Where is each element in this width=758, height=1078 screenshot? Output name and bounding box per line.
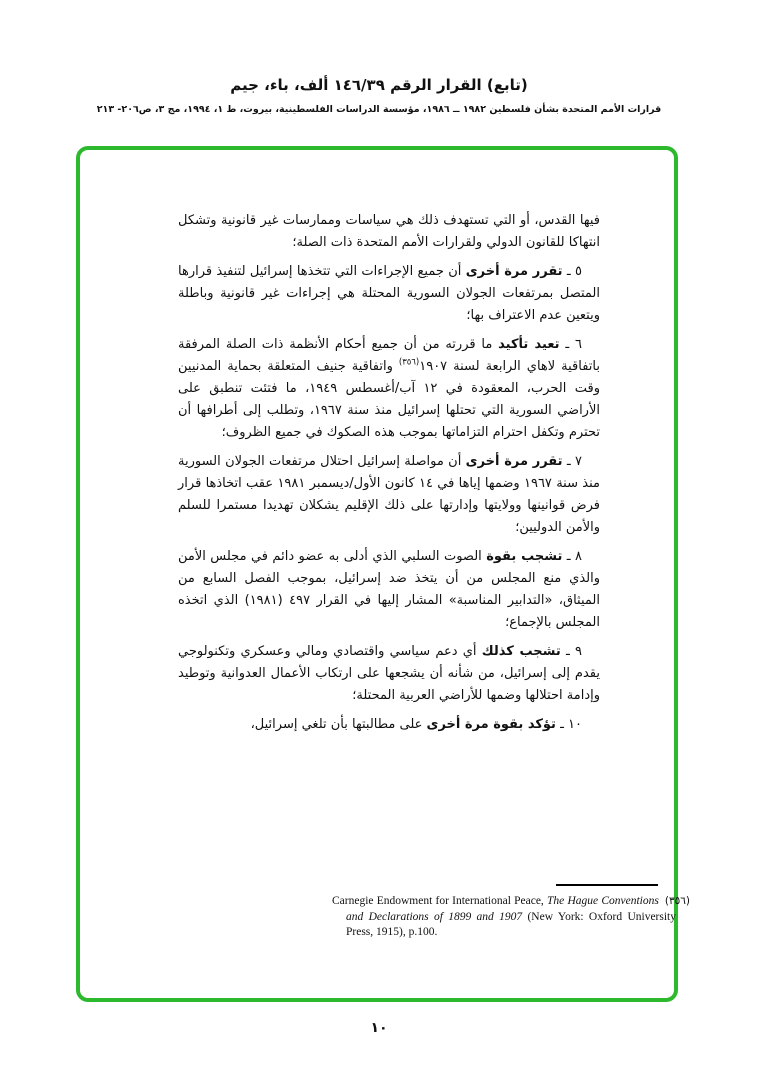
- paragraph-continuation: [178, 210, 600, 254]
- paragraph-6: [178, 334, 600, 444]
- paragraph-9: [178, 641, 600, 707]
- header-title: (تابع) القرار الرقم ١٤٦/٣٩ ألف، باء، جيم: [230, 76, 528, 94]
- paragraph-7: [178, 451, 600, 539]
- footnote-text-title: The Hague Conventions and Declarations of 1899 and 1907: [346, 895, 659, 923]
- paragraph-lead: تشجب كذلك: [481, 644, 561, 659]
- paragraph-lead: تقرر مرة أخرى: [465, 454, 563, 469]
- paragraph-text: ما قررته من أن جميع أحكام الأنظمة ذات الصلة المرفقة باتفاقية لاهاي الرابعة لسنة ١٩٠٧: [178, 337, 600, 374]
- paragraph-text: على مطالبتها بأن تلغي إسرائيل،: [250, 717, 423, 732]
- paragraph-text: أي دعم سياسي واقتصادي ومالي وعسكري وتكنولوجي يقدم إلى إسرائيل، من شأنه أن يشجعها على ارتكاب الأعمال العدوانية وتوطيد وإدامة احتلالها وضمها للأراضي العربية المحتلة؛: [178, 644, 600, 703]
- paragraph-number: ٨ ـ: [566, 549, 582, 564]
- header-source-line: قرارات الأمم المتحدة بشأن فلسطين ١٩٨٢ ــ ١٩٨٦، مؤسسة الدراسات الفلسطينية، بيروت، ط ١، ١٩٩٤، مج ٣، ص٢٠٦- ٢١٣: [96, 104, 662, 115]
- paragraph-text: أن مواصلة إسرائيل احتلال مرتفعات الجولان السورية منذ سنة ١٩٦٧ وضمها إياها في ١٤ كانون الأول/ديسمبر ١٩٨١ عقب اتخاذها قرار فرض قوانينها وولايتها وإدارتها على ذلك الإقليم يشكلان تهديدا مستمرا للسلم والأمن الدوليين؛: [178, 454, 600, 535]
- paragraph-10: [178, 714, 600, 736]
- page-number: ١٠: [370, 1020, 388, 1036]
- footnote-reference-marker: (٣٥٦): [398, 357, 420, 368]
- footnote-separator-rule: [556, 884, 658, 886]
- paragraph-lead: تؤكد بقوة مرة أخرى: [426, 717, 556, 732]
- paragraph-number: ٧ ـ: [566, 454, 582, 469]
- paragraph-5: [178, 261, 600, 327]
- paragraph-number: ٦ ـ: [565, 337, 582, 352]
- paragraph-number: ١٠ ـ: [560, 717, 582, 732]
- footnote-number: (٣٥٦): [664, 895, 690, 907]
- paragraph-8: [178, 546, 600, 634]
- paragraph-text: واتفاقية جنيف المتعلقة بحماية المدنيين وقت الحرب، المعقودة في ١٢ آب/أغسطس ١٩٤٩، ما فتئت تنطبق على الأراضي السورية التي تحتلها إسرائيل منذ سنة ١٩٦٧، وتطلب إلى أطرافها أن تحترم وتكفل احترام التزاماتها بموجب هذه الصكوك في جميع الظروف؛: [178, 359, 600, 440]
- paragraph-text: فيها القدس، أو التي تستهدف ذلك هي سياسات وممارسات غير قانونية وتشكل انتهاكا للقانون الدولي ولقرارات الأمم المتحدة ذات الصلة؛: [178, 213, 600, 250]
- paragraph-lead: تعيد تأكيد: [498, 337, 560, 352]
- paragraph-number: ٥ ـ: [566, 264, 583, 279]
- paragraph-lead: تقرر مرة أخرى: [465, 264, 563, 279]
- paragraph-text: الصوت السلبي الذي أدلى به عضو دائم في مجلس الأمن والذي منع المجلس من أن يتخذ ضد إسرائيل، بموجب الفصل السابع من الميثاق، «التدابير المناسبة» المشار إليها في القرار ٤٩٧ (١٩٨١) الذي اتخذه المجلس بالإجماع؛: [178, 549, 600, 630]
- footnote-text-end: (New York: Oxford University Press, 1915), p.100.: [346, 910, 677, 938]
- footnote-text-start: Carnegie Endowment for International Peace,: [332, 895, 548, 907]
- paragraph-text: أن جميع الإجراءات التي تتخذها إسرائيل لتنفيذ قرارها المتصل بمرتفعات الجولان السورية المحتلة هي إجراءات غير قانونية وباطلة ويتعين عدم الاعتراف بها؛: [178, 264, 600, 323]
- paragraph-lead: تشجب بقوة: [486, 549, 563, 564]
- paragraph-number: ٩ ـ: [565, 644, 582, 659]
- footnote: [332, 894, 690, 941]
- body-text-block: [178, 210, 600, 743]
